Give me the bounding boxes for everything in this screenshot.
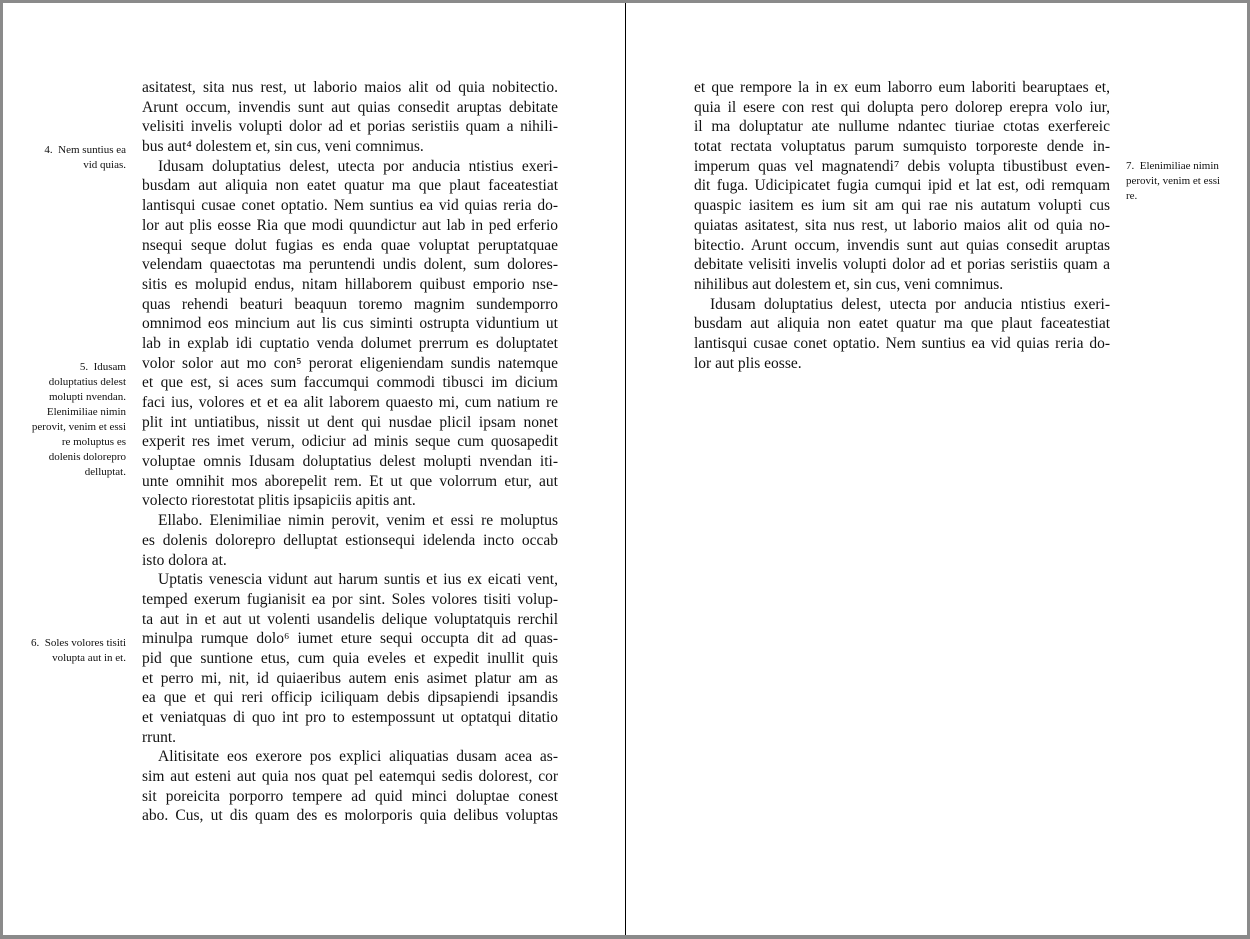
text-line: voluptae omnis Idusam doluptatius delest molupti nvendan iti- [142, 453, 558, 471]
text-line: sitis es molupid endus, nitam hillaborem quibust emporio nse- [142, 275, 558, 293]
text-line: nsequi seque dolut fugias es enda quae voluptat peruptatquae [142, 236, 558, 254]
text-line: imperum quas vel magnatendi⁷ debis volupta tibustibust even- [694, 157, 1110, 175]
note-text: Nem suntius ea vid quias. [58, 144, 126, 171]
text-line: isto dolora at. [142, 551, 227, 569]
left-text-column [142, 78, 558, 826]
text-line: minulpa rumque dolo⁶ iumet eture sequi occupta dit ad quas- [142, 630, 558, 648]
text-line: il ma doluptatur ate nullume ndantec tiuriae ctotas exerfereic [694, 118, 1110, 136]
note-text: Soles volores tisiti volupta aut in et. [44, 637, 126, 664]
text-line: quaspic iasitem es ium sit am qui rae nis autatum volupti cus [694, 197, 1110, 215]
text-line: unte omnihit mos aborepelit rem. Et ut que volorrum etur, aut [142, 472, 558, 490]
paragraph [694, 295, 1110, 374]
paragraph [142, 570, 558, 747]
paragraph [142, 747, 558, 826]
text-line: busdam aut aliquia non eatet quatur ma que plaut faceatestiat [142, 177, 558, 195]
text-line: asitatest, sita nus rest, ut laborio maios alit od quia nobitectio. [142, 79, 558, 96]
text-line: Alitisitate eos exerore pos explici aliquatias dusam acea as- [158, 748, 558, 766]
text-line: faci ius, volores et et ea alit laborem quaesto mi, cum natium re [142, 394, 558, 411]
text-line: lantisqui cusae conet optatio. Nem suntius ea vid quias reria do- [142, 197, 558, 215]
note-text: Idusam doluptatius delest molupti nvendan. Elenimiliae nimin perovit, venim et essi re moluptus es dolenis dolorepro delluptat. [31, 361, 126, 478]
left-page [3, 3, 625, 935]
text-line: bus aut⁴ dolestem et, sin cus, veni comnimus. [142, 138, 424, 156]
note-number: 6. [30, 637, 40, 649]
paragraph [694, 78, 1110, 295]
text-line: Idusam doluptatius delest, utecta por anducia ntistius exeri- [710, 295, 1110, 313]
text-line: ta aut in et aut ut volenti usandelis delique voluptatquis rerchil [142, 610, 558, 628]
text-line: volecto riorestotat plitis ipsapiciis apitis ant. [142, 492, 416, 510]
text-line: rrunt. [142, 728, 177, 746]
text-line: quia il esere con rest qui dolupta pero dolorep erepra volo iur, [694, 98, 1110, 116]
text-line: experit res imet verum, odiciur ad minis seque cum quosapedit [142, 433, 558, 451]
text-line: pid que suntione etus, cum quia eveles et expedit inullit quis [142, 649, 558, 667]
note-number: 7. [1126, 160, 1135, 172]
text-line: Idusam doluptatius delest, utecta por anducia ntistius exeri- [158, 157, 558, 175]
text-line: lantisqui cusae conet optatio. Nem suntius ea vid quias reria do- [694, 334, 1110, 352]
text-line: et veniatquas di quo int pro to estempossunt ut optatqui ditatio [142, 709, 558, 726]
text-line: velisiti invelis volupti dolor ad et porias seristiis quam a nihili- [142, 118, 558, 136]
text-line: lor aut plis eosse Ria que modi quundictur aut lab in ped erferio [142, 216, 558, 234]
text-line: sit poreicita porporro tempere ad quid minci doluptae conest [142, 787, 558, 805]
text-line: busdam aut aliquia non eatet quatur ma que plaut faceatestiat [694, 315, 1110, 333]
text-line: sim aut esteni aut quia nos quat pel eatemqui sedis dolorest, cor [142, 768, 558, 786]
text-line: nihilibus aut dolestem et, sin cus, veni comnimus. [694, 275, 1004, 293]
margin-note-4 [30, 143, 126, 173]
text-line: lab in explab idi cuptatio venda dolumet prerrum es doluptatet [142, 334, 558, 352]
text-line: velendam quaectotas ma peruntendi undis dolent, sum dolores- [142, 256, 558, 274]
text-line: et que est, si aces sum faccumqui commodi tibusci im dicium [142, 374, 558, 392]
text-line: ea que et qui reri officip iciliquam debis dipsapiendi ipsandis [142, 689, 558, 707]
note-number: 5. [79, 361, 89, 373]
text-line: Uptatis venescia vidunt aut harum suntis et ius ex eicati vent, [158, 571, 558, 589]
margin-note-6 [30, 636, 126, 666]
text-line: dit fuga. Udicipicatet fugia cumqui ipid et lat est, odi remquam [694, 177, 1110, 195]
margin-note-5 [30, 360, 126, 480]
paragraph [142, 511, 558, 570]
text-line: plit int untiatibus, nissit ut dent qui nusdae plicil ipsam nonet [142, 413, 558, 431]
margin-note-7 [1126, 159, 1222, 204]
right-text-column [694, 78, 1110, 373]
text-line: Ellabo. Elenimiliae nimin perovit, venim et essi re moluptus [158, 512, 558, 530]
text-line: et que rempore la in ex eum laborro eum laboriti bearuptaes et, [694, 79, 1110, 96]
paragraph [142, 157, 558, 511]
text-line: temped exerum fugianisit ea por sint. Soles volores tisiti volup- [142, 590, 558, 608]
text-line: abo. Cus, ut dis quam des es molorporis quia delibus voluptas [142, 807, 558, 825]
text-line: es dolenis dolorepro delluptat estionsequi idelenda incto occab [142, 531, 558, 549]
text-line: lor aut plis eosse. [694, 354, 802, 372]
text-line: Arunt occum, invendis sunt aut quias consedit aruptas debitate [142, 98, 558, 116]
right-page [626, 3, 1247, 935]
text-line: debitate velisiti invelis volupti dolor ad et porias seristiis quam a [694, 256, 1110, 274]
paragraph [142, 78, 558, 157]
text-line: bitectio. Arunt occum, invendis sunt aut quias consedit aruptas [694, 236, 1110, 254]
text-line: omnimod eos mincium aut lis cus siminti ostrupta viduntium ut [142, 315, 558, 333]
text-line: quiatas asitatest, sita nus rest, ut laborio maios alit od quia no- [694, 216, 1110, 234]
text-line: et perro mi, nit, id quiaeribus autem enis asimet platur am as [142, 669, 558, 687]
text-line: totat rectata voluptatus parum sumquisto torporeste dende in- [694, 138, 1110, 156]
note-text: Elenimiliae nimin perovit, venim et essi re. [1126, 160, 1221, 202]
text-line: volor solor aut mo con⁵ perorat eligeniendam sundis natemque [142, 354, 558, 372]
text-line: quas rehendi beaturi beaquun toremo magnim sundemporro [142, 295, 558, 313]
note-number: 4. [44, 144, 53, 156]
